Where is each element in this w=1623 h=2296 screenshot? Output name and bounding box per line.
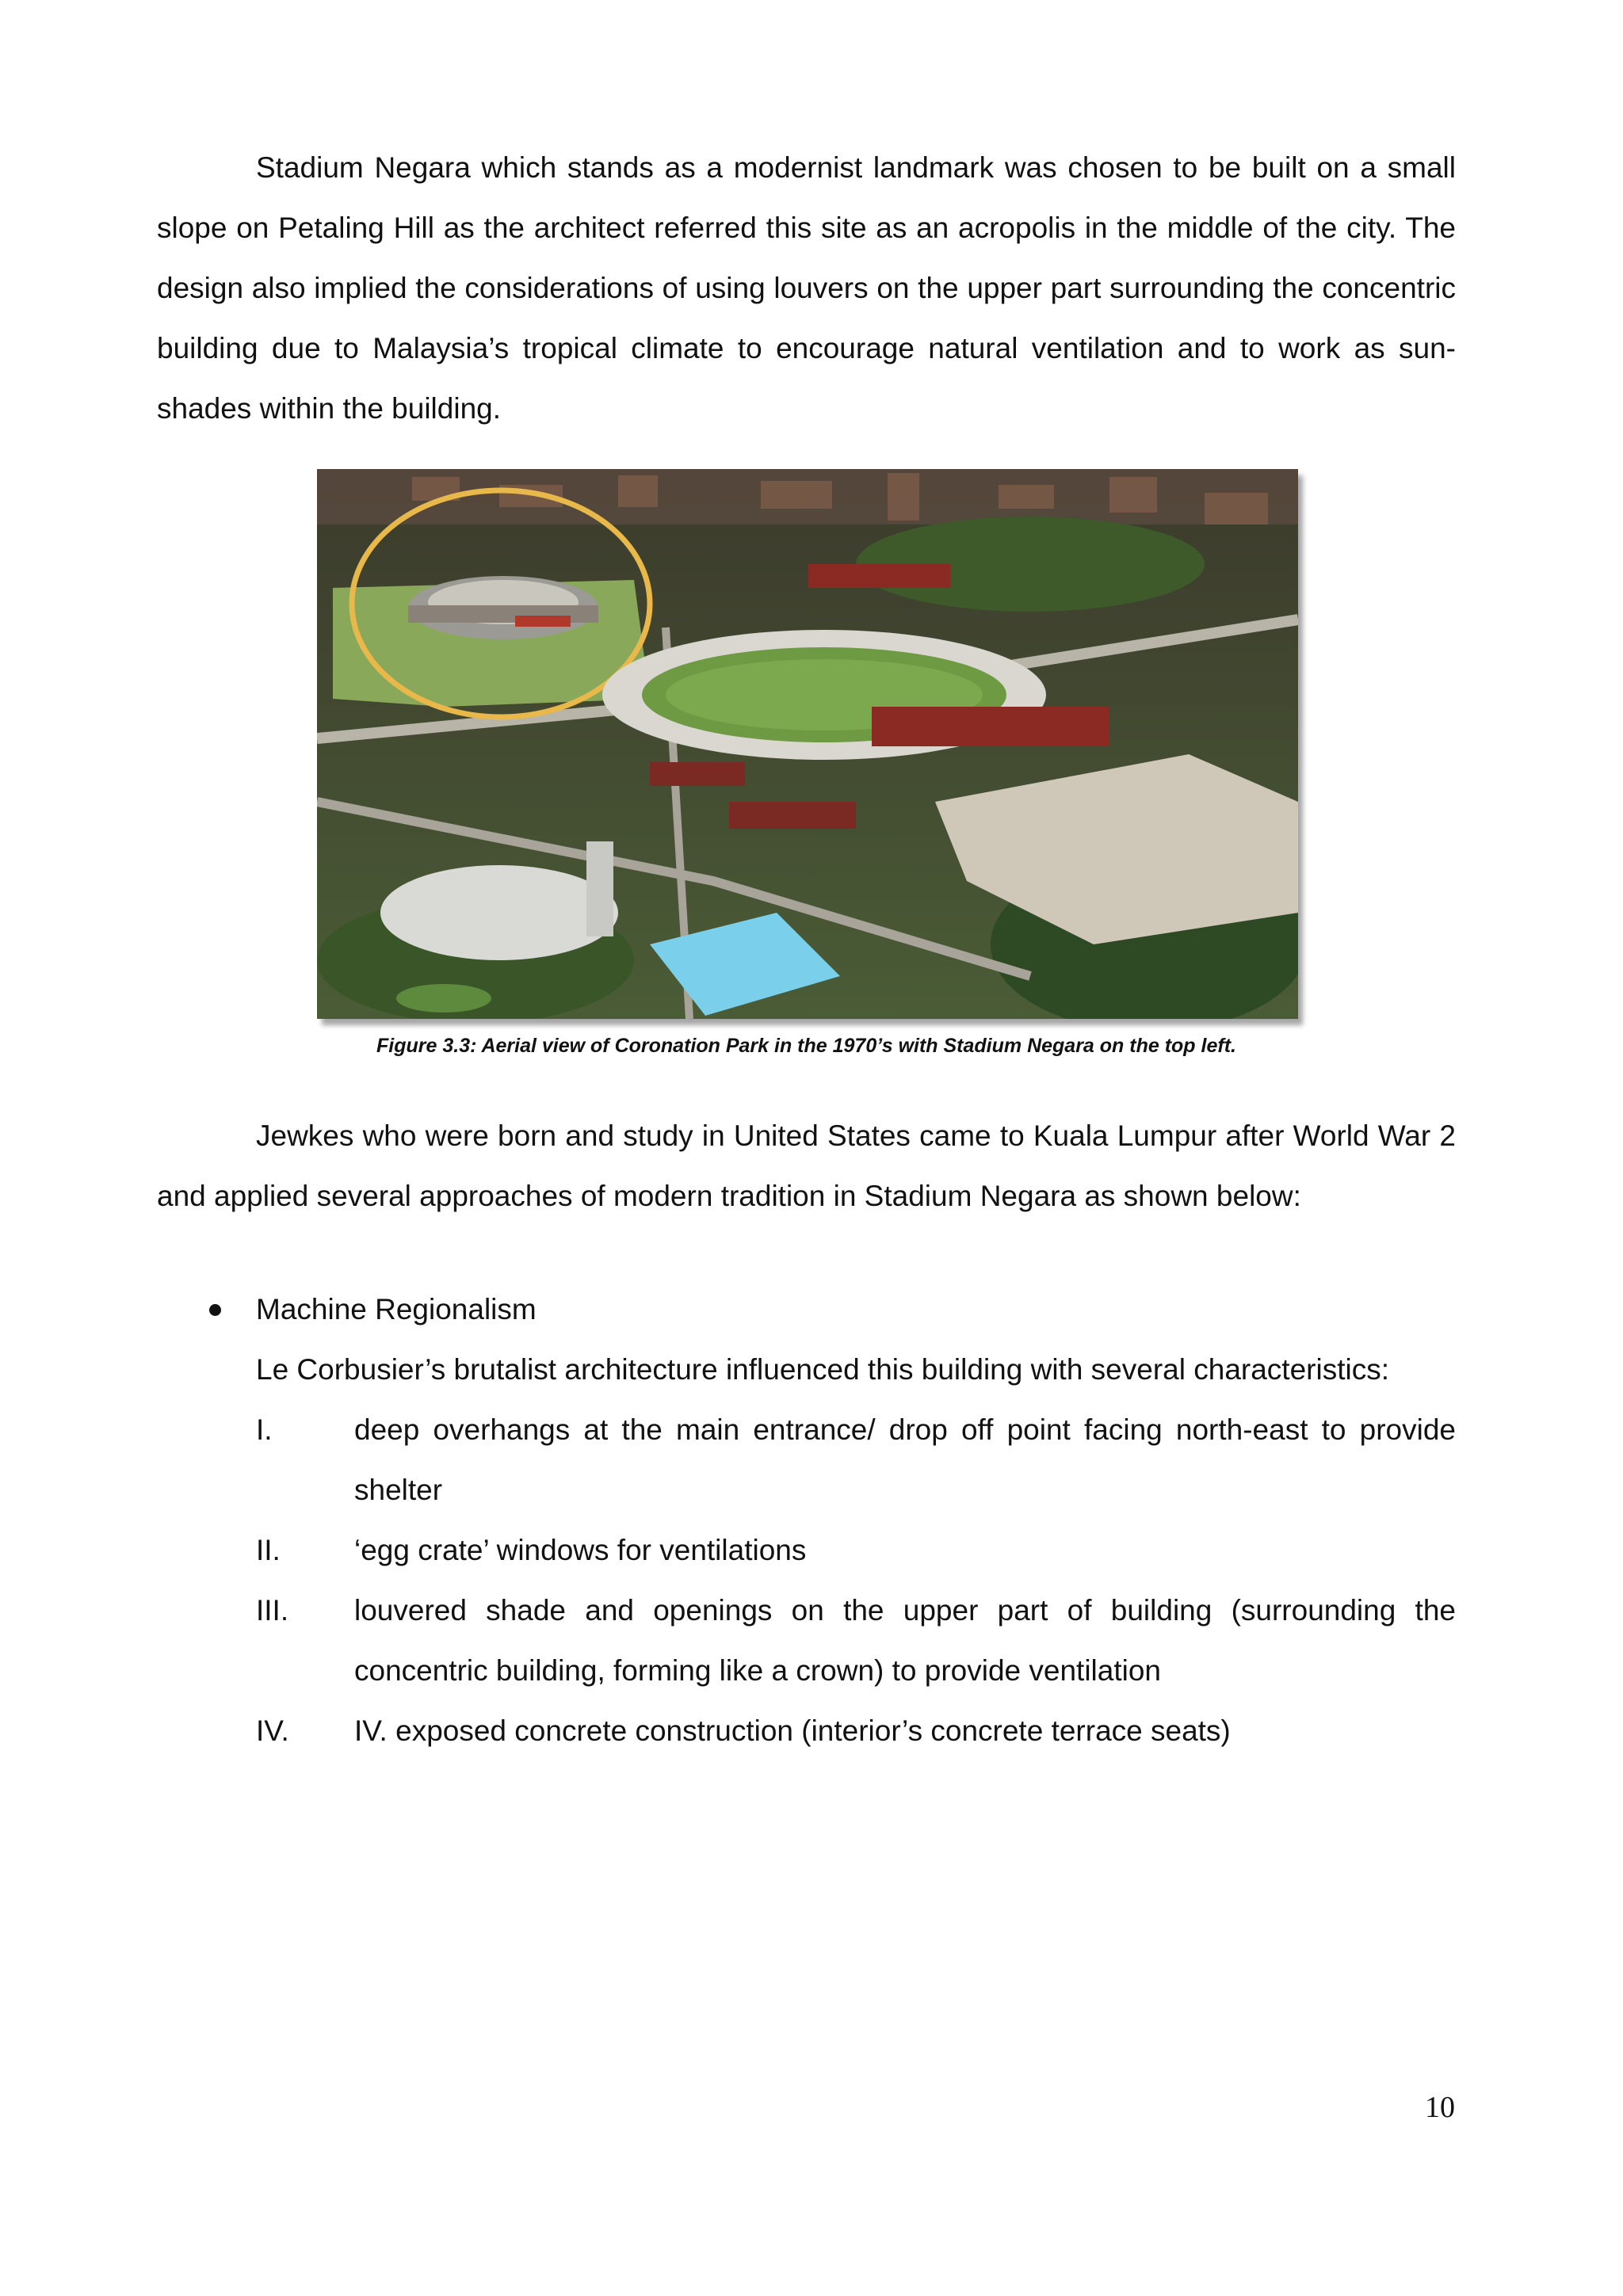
grandstand-roof (872, 707, 1109, 746)
bullet-intro: Le Corbusier’s brutalist architecture influenced this building with several characteristics: (256, 1353, 1389, 1386)
list-numeral: I. (256, 1413, 273, 1446)
bullet-icon (209, 1304, 221, 1316)
second-paragraph: Jewkes who were born and study in United States came to Kuala Lumpur after World War 2 and applied several approaches of modern tradition in Stadium Negara as shown below: (157, 1119, 1456, 1212)
list-item-text: IV. exposed concrete construction (interior’s concrete terrace seats) (354, 1714, 1231, 1747)
list-numeral: II. (256, 1534, 281, 1566)
bullet-label: Machine Regionalism (256, 1293, 537, 1325)
list-numeral: IV. (256, 1714, 289, 1747)
intro-paragraph: Stadium Negara which stands as a modernist landmark was chosen to be built on a small slope on Petaling Hill as the architect referred this site as an acropolis in the middle of the city. The design also implied the considerations of using louvers on the upper part surrounding the concentric building due to Malaysia’s tropical climate to encourage natural ventilation and to work as sun-shades within the building. (157, 151, 1456, 425)
list-numeral: III. (256, 1594, 289, 1627)
aerial-photo (317, 469, 1298, 1019)
aerial-photo-illustration (317, 469, 1298, 1019)
bullet-item (157, 1280, 1456, 1340)
page-number: 10 (1425, 2091, 1455, 2124)
figure-caption: Figure 3.3: Aerial view of Coronation Park in the 1970’s with Stadium Negara on the top left. (376, 1035, 1236, 1057)
chin-woo-building (380, 865, 618, 960)
list-item-text: ‘egg crate’ windows for ventilations (354, 1534, 807, 1566)
list-item-text: deep overhangs at the main entrance/ drop off point facing north-east to provide shelter (354, 1413, 1456, 1506)
list-item-text: louvered shade and openings on the upper part of building (surrounding the concentric building, forming like a crown) to provide ventilation (354, 1594, 1456, 1687)
